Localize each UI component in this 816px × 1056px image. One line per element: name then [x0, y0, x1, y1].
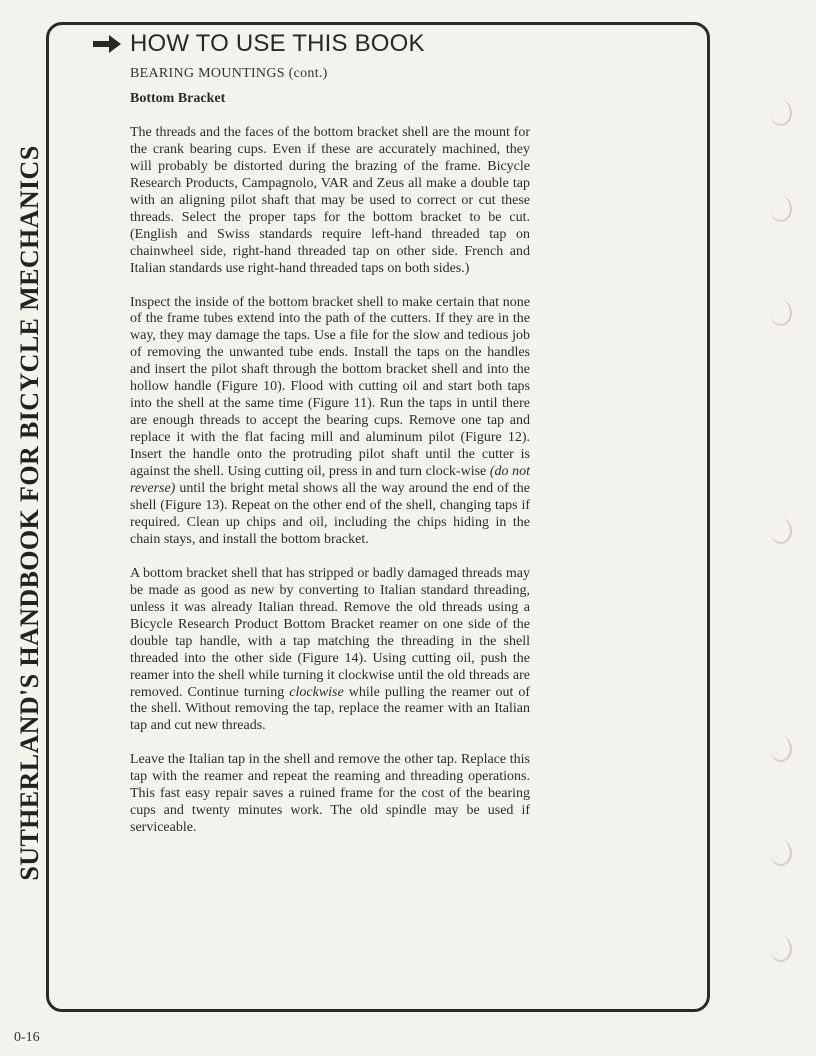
binder-hole: [770, 518, 792, 544]
binder-hole: [770, 840, 792, 866]
paragraph-text: until the bright metal shows all the way around the end of the shell (Figure 13). Repeat on the other end of the shell, changing taps if required. Clean up chips and oil, including the chips hiding in the chain stays, and install the bottom bracket.: [130, 481, 530, 547]
paragraph-text: A bottom bracket shell that has stripped or badly damaged threads may be made as good as new by converting to Italian standard threading, unless it was already Italian thread. Remove the old threads using a Bicycle Research Product Bottom Bracket reamer on one side of the double tap handle, with a tap matching the threading in the shell threaded into the other side (Figure 14). Using cutting oil, push the reamer into the shell while turning it clockwise until the old threads are removed. Continue turning: [130, 565, 530, 700]
arrow-right-icon: [92, 33, 122, 55]
paragraph: [130, 295, 530, 549]
binder-hole: [770, 736, 792, 762]
binder-hole: [770, 100, 792, 126]
paragraph-text: Inspect the inside of the bottom bracket shell to make certain that none of the frame tubes extend into the path of the cutters. If they are in the way, they may damage the taps. Use a file for the slow and tedious job of removing the unwanted tube ends. Install the taps on the handles and insert the pilot shaft through the bottom bracket shell and into the hollow handle (Figure 10). Flood with cutting oil and start both taps into the shell at the same time (Figure 11). Run the taps in until there are enough threads to accept the bearing cups. Remove one tap and replace it with the flat facing mill and aluminum pilot (Figure 12). Insert the handle onto the protruding pilot shaft until the cutter is against the shell. Using cutting oil, press in and turn clock-wise: [130, 294, 530, 480]
page-title: HOW TO USE THIS BOOK: [130, 30, 425, 57]
page-heading-row: [92, 30, 425, 58]
page-subtitle: BEARING MOUNTINGS (cont.): [130, 66, 328, 81]
spine-title: SUTHERLAND'S HANDBOOK FOR BICYCLE MECHANICS: [15, 145, 44, 881]
paragraph-text: while pulling the reamer out of the shell. Without removing the tap, replace the reamer with an Italian tap and cut new threads.: [130, 684, 531, 734]
paragraph-emphasis: (do not reverse): [130, 464, 530, 497]
paragraph-emphasis: clockwise: [289, 684, 344, 700]
paragraph: Leave the Italian tap in the shell and remove the other tap. Replace this tap with the reamer and repeat the reaming and threading operations. This fast easy repair saves a ruined frame for the cost of the bearing cups and twenty minutes work. The old spindle may be used if serviceable.: [130, 752, 530, 836]
binder-hole: [770, 936, 792, 962]
binder-hole: [770, 196, 792, 222]
section-content: [130, 91, 530, 854]
binder-hole: [770, 300, 792, 326]
spine-title-bar: [14, 132, 46, 894]
page-number: 0-16: [14, 1030, 40, 1045]
paragraph: [130, 566, 530, 736]
section-title: Bottom Bracket: [130, 91, 226, 106]
paragraph: The threads and the faces of the bottom bracket shell are the mount for the crank bearing cups. Even if these are accurately machined, they will probably be distorted during the brazing of the frame. Bicycle Research Products, Campagnolo, VAR and Zeus all make a double tap with an aligning pilot shaft that may be used to correct or cut these threads. Select the proper taps for the bottom bracket to be cut. (English and Swiss standards require left-hand threaded tap on chainwheel side, right-hand threaded tap on other side. French and Italian standards use right-hand threaded taps on both sides.): [130, 124, 530, 276]
